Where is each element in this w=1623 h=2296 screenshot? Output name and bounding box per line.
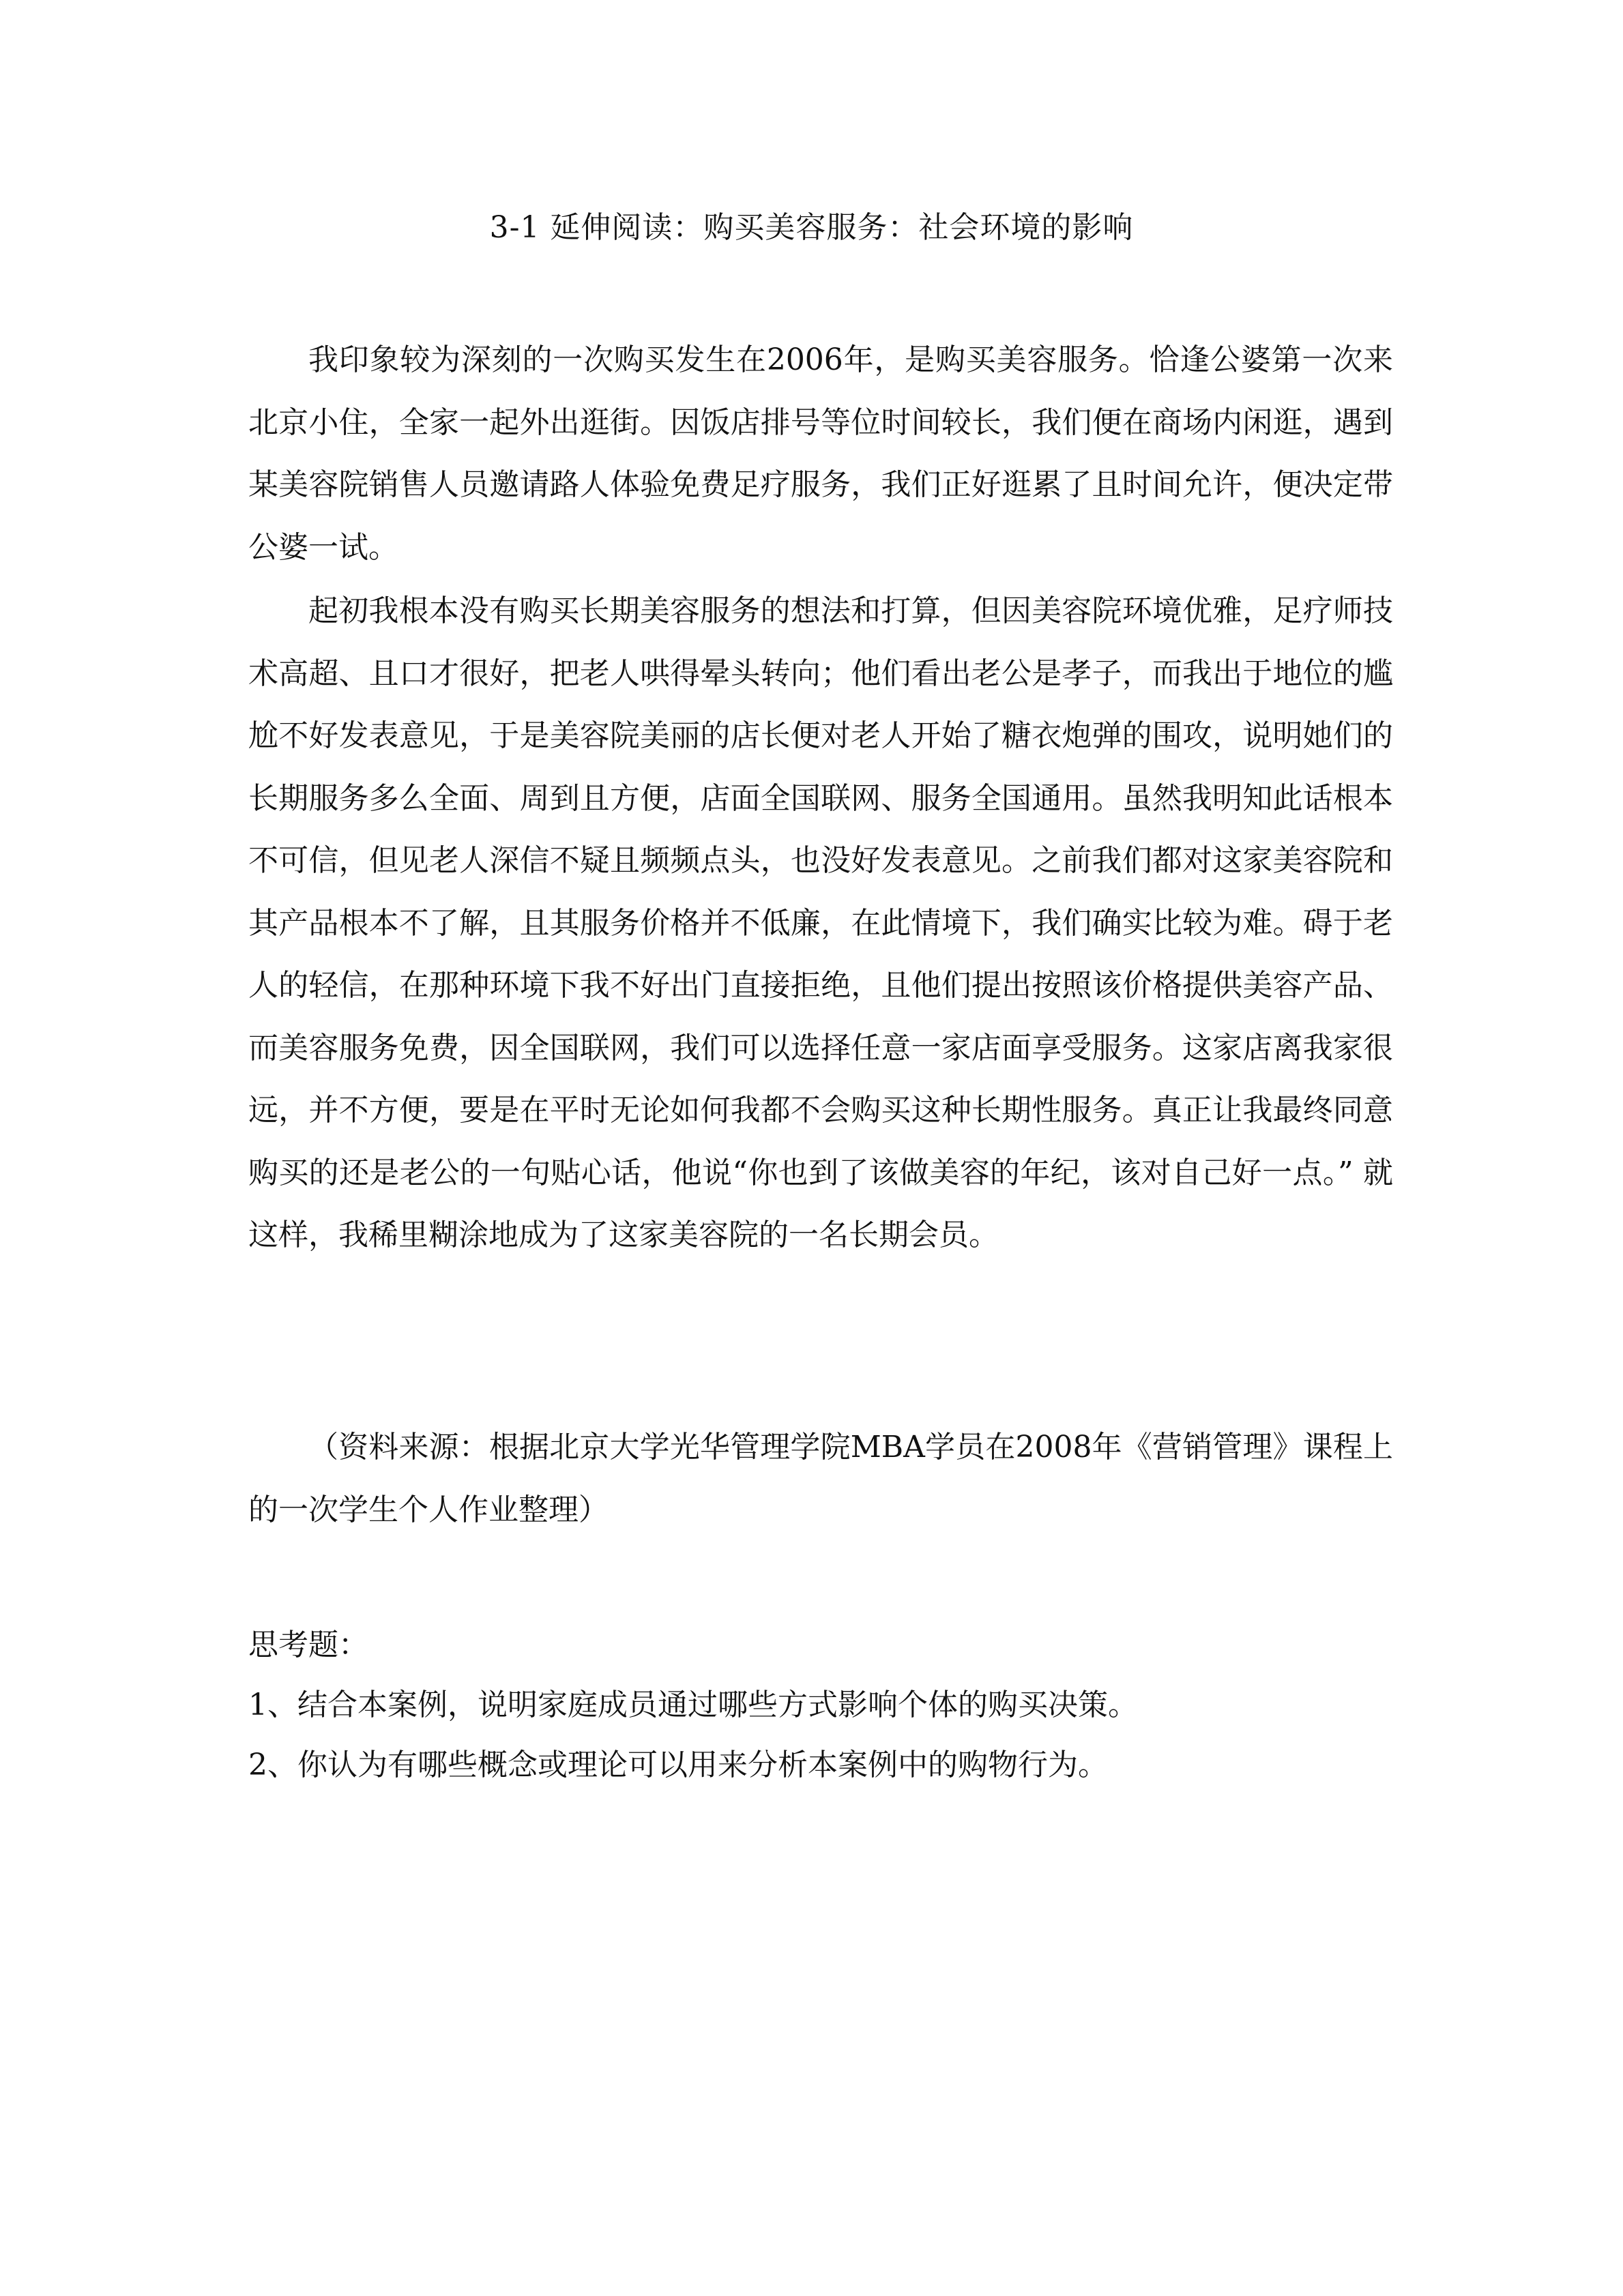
document-title: 3-1 延伸阅读：购买美容服务：社会环境的影响 <box>489 210 1134 245</box>
source-note: （资料来源：根据北京大学光华管理学院MBA学员在2008年《营销管理》课程上的一次学生个人作业整理） <box>248 1430 1393 1527</box>
paragraph-1: 我印象较为深刻的一次购买发生在2006年，是购买美容服务。恰逢公婆第一次来北京小住，全家一起外出逛街。因饭店排号等位时间较长，我们便在商场内闲逛，遇到某美容院销售人员邀请路人体验免费足疗服务，我们正好逛累了且时间允许，便决定带公婆一试。 <box>248 342 1393 565</box>
paragraph-1-block <box>248 329 1393 578</box>
questions-section <box>248 1615 1393 1795</box>
question-2: 2、你认为有哪些概念或理论可以用来分析本案例中的购物行为。 <box>248 1748 1108 1782</box>
question-1: 1、结合本案例，说明家庭成员通过哪些方式影响个体的购买决策。 <box>248 1688 1138 1722</box>
questions-heading: 思考题： <box>248 1628 368 1662</box>
paragraph-2: 起初我根本没有购买长期美容服务的想法和打算，但因美容院环境优雅，足疗师技术高超、且口才很好，把老人哄得晕头转向；他们看出老公是孝子，而我出于地位的尴尬不好发表意见，于是美容院美丽的店长便对老人开始了糖衣炮弹的围攻，说明她们的长期服务多么全面、周到且方便，店面全国联网、服务全国通用。虽然我明知此话根本不可信，但见老人深信不疑且频频点头，也没好发表意见。之前我们都对这家美容院和其产品根本不了解，且其服务价格并不低廉，在此情境下，我们确实比较为难。碍于老人的轻信，在那种环境下我不好出门直接拒绝，且他们提出按照该价格提供美容产品、而美容服务免费，因全国联网，我们可以选择任意一家店面享受服务。这家店离我家很远，并不方便，要是在平时无论如何我都不会购买这种长期性服务。真正让我最终同意购买的还是老公的一句贴心话，他说“你也到了该做美容的年纪，该对自己好一点。” 就这样，我稀里糊涂地成为了这家美容院的一名长期会员。 <box>248 593 1393 1252</box>
source-note-block <box>248 1416 1393 1541</box>
paragraph-2-block <box>248 580 1393 1267</box>
